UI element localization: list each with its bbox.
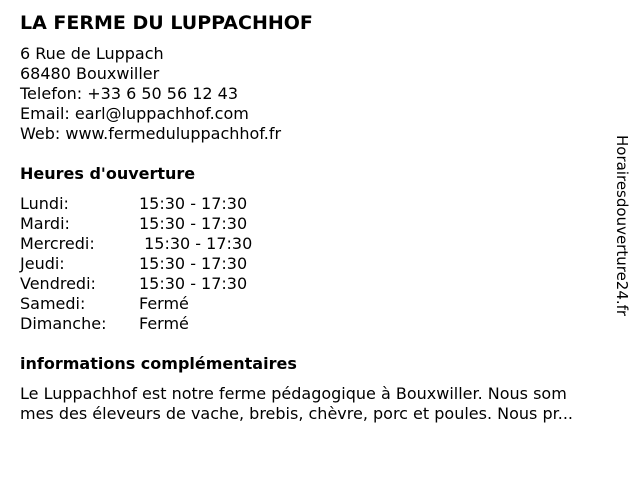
hours-row-thursday [20, 254, 252, 274]
hours-row-tuesday [20, 214, 252, 234]
street-address: 6 Rue de Luppach [20, 44, 164, 63]
email-address: Email: earl@luppachhof.com [20, 104, 249, 123]
time-value: 15:30 - 17:30 [139, 274, 248, 293]
info-heading: informations complémentaires [20, 354, 297, 373]
day-label: Dimanche: [20, 314, 107, 333]
time-value: 15:30 - 17:30 [139, 234, 253, 253]
site-watermark: Horairesdouverture24.fr [613, 135, 631, 317]
hours-row-sunday [20, 314, 252, 334]
hours-row-friday [20, 274, 252, 294]
time-value: Fermé [139, 294, 189, 313]
day-label: Samedi: [20, 294, 86, 313]
time-value: 15:30 - 17:30 [139, 194, 248, 213]
info-line: Le Luppachhof est notre ferme pédagogique à Bouxwiller. Nous som [20, 384, 567, 403]
city-address: 68480 Bouxwiller [20, 64, 160, 83]
day-label: Jeudi: [20, 254, 65, 273]
info-line: mes des éleveurs de vache, brebis, chèvre, porc et poules. Nous pr... [20, 404, 573, 423]
time-value: Fermé [139, 314, 189, 333]
day-label: Vendredi: [20, 274, 96, 293]
time-value: 15:30 - 17:30 [139, 214, 248, 233]
phone-number: Telefon: +33 6 50 56 12 43 [20, 84, 239, 103]
opening-hours-table [20, 194, 252, 334]
day-label: Mercredi: [20, 234, 95, 253]
hours-heading: Heures d'ouverture [20, 164, 196, 183]
time-value: 15:30 - 17:30 [139, 254, 248, 273]
hours-row-saturday [20, 294, 252, 314]
contact-block [20, 44, 281, 144]
day-label: Lundi: [20, 194, 69, 213]
day-label: Mardi: [20, 214, 70, 233]
website-address: Web: www.fermeduluppachhof.fr [20, 124, 282, 143]
business-name: LA FERME DU LUPPACHHOF [20, 12, 313, 34]
info-description [20, 384, 624, 424]
hours-row-wednesday [20, 234, 252, 254]
hours-row-monday [20, 194, 252, 214]
